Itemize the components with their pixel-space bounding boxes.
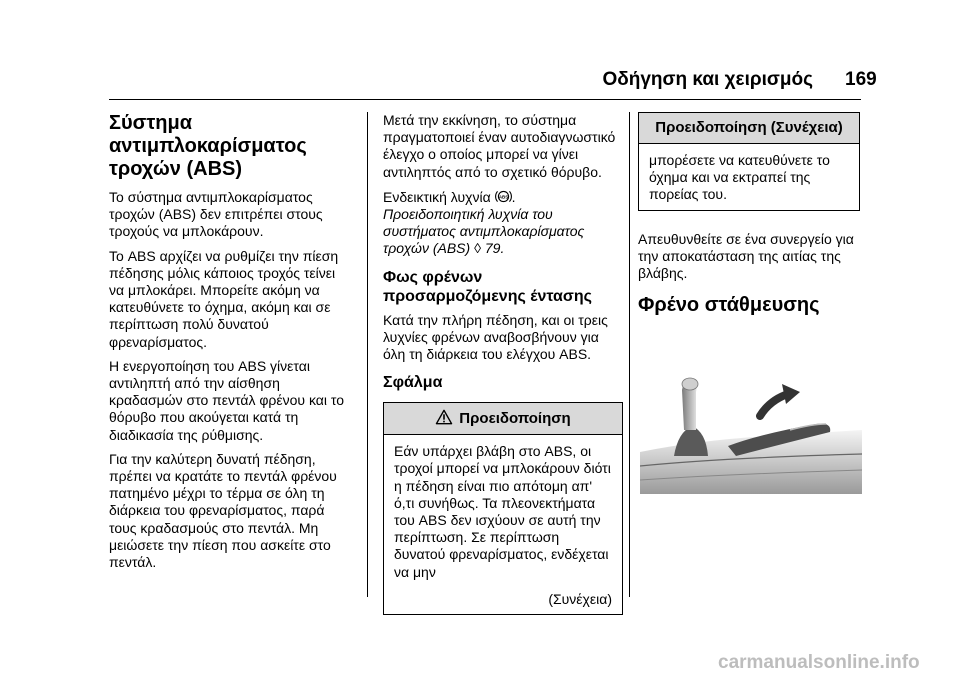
watermark: carmanualsonline.info <box>718 652 920 673</box>
warning-title: Προειδοποίηση (Συνέχεια) <box>639 113 859 144</box>
section-heading-abs: Σύστημα αντιμπλοκαρίσματος τροχών (ABS) <box>109 112 307 180</box>
reference-end: . <box>500 240 505 257</box>
subsection-heading-brake-lights: Φως φρένων προσαρμοζόμενης έντασης <box>383 268 592 305</box>
indicator-line <box>383 188 623 206</box>
column-2 <box>383 112 623 615</box>
continued-label: (Συνέχεια) <box>548 590 612 607</box>
warning-title-text: Προειδοποίηση <box>459 410 571 428</box>
reference-arrow-icon: ◊ <box>474 240 481 257</box>
indicator-period: . <box>511 188 516 205</box>
paragraph: Για την καλύτερη δυνατή πέδηση, πρέπει να κρατάτε το πεντάλ φρένου πατημένο μέχρι το τέρμα σε όλη τη διάρκεια του φρεναρίσματος, παρά τους κραδασμούς στο πεντάλ. Μη μειώσετε την πίεση που ασκείτε στο πεντάλ. <box>109 450 337 571</box>
cross-reference <box>383 206 623 258</box>
paragraph: Κατά την πλήρη πέδηση, και οι τρεις λυχνίες φρένων αναβοσβήνουν για όλη τη διάρκεια του ελέγχου ABS. <box>383 311 608 363</box>
paragraph: Η ενεργοποίηση του ABS γίνεται αντιληπτή από την αίσθηση κραδασμών στο πεντάλ φρένου και το θόρυβο που ακούγεται κατά τη διαδικασία της ρύθμισης. <box>109 357 344 443</box>
reference-page-link[interactable]: 79 <box>484 240 501 257</box>
paragraph: Απευθυνθείτε σε ένα συνεργείο για την αποκατάσταση της αιτίας της βλάβης. <box>638 230 854 282</box>
cross-reference-text: Προειδοποιητική λυχνία του συστήματος αντιμπλοκαρίσματος τροχών (ABS) <box>383 206 585 257</box>
column-1 <box>109 112 354 578</box>
warning-triangle-icon <box>435 409 453 425</box>
parking-brake-illustration <box>640 370 862 494</box>
header-rule <box>109 99 861 100</box>
indicator-text: Ενδεικτική λυχνία <box>383 188 491 205</box>
subsection-heading-fault: Σφάλμα <box>383 374 443 392</box>
column-divider <box>629 112 630 597</box>
svg-text:ABS: ABS <box>498 194 508 200</box>
column-3 <box>638 112 860 325</box>
paragraph: Το ABS αρχίζει να ρυθμίζει την πίεση πέδησης μόλις κάποιος τροχός τείνει να μπλοκάρει. Μπορείτε ακόμη να κατευθύνετε το όχημα, ακόμη και σε περίπτωση πολύ δυνατού φρεναρίσματος. <box>109 247 339 350</box>
warning-box-continued <box>638 112 860 211</box>
abs-warning-icon <box>495 188 512 205</box>
warning-body <box>384 435 622 614</box>
warning-box <box>383 402 623 615</box>
header-title: Οδήγηση και χειρισμός <box>602 69 813 90</box>
page-number: 169 <box>845 69 877 90</box>
paragraph: Μετά την εκκίνηση, το σύστημα πραγματοποιεί έναν αυτοδιαγνωστικό έλεγχο ο οποίος μπορεί να γίνει αντιληπτός από το σχετικό θόρυβο. <box>383 112 616 180</box>
warning-body: μπορέσετε να κατευθύνετε το όχημα και να εκτραπεί της πορείας του. <box>649 152 830 203</box>
paragraph: Το σύστημα αντιμπλοκαρίσματος τροχών (ABS) δεν επιτρέπει στους τροχούς να μπλοκάρουν. <box>109 189 323 240</box>
warning-body-text: Εάν υπάρχει βλάβη στο ABS, οι τροχοί μπορεί να μπλοκάρουν διότι η πέδηση είναι πιο απότομη απ' ό,τι συνήθως. Τα πλεονεκτήματα του ABS δεν ισχύουν σε αυτή την περίπτωση. Σε περίπτωση δυνατού φρεναρίσματος, ενδέχεται να μην <box>394 443 611 580</box>
page-header <box>0 69 960 99</box>
warning-title <box>384 403 622 435</box>
column-divider <box>367 112 368 597</box>
section-heading-parking-brake: Φρένο στάθμευσης <box>638 294 820 317</box>
